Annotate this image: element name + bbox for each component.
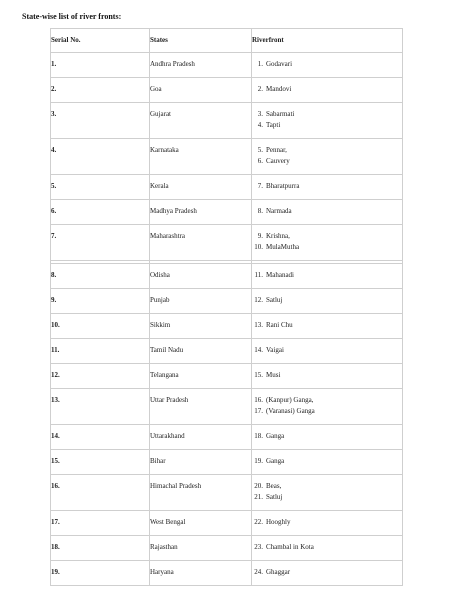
riverfront-name: Satluj (266, 492, 283, 501)
riverfront-number: 19. (254, 457, 263, 465)
riverfront-cell (252, 225, 403, 261)
table-row (51, 389, 403, 425)
riverfront-item (252, 120, 402, 131)
table-row (51, 314, 403, 339)
riverfront-number: 17. (254, 406, 263, 415)
state-cell: Maharashtra (150, 225, 252, 261)
riverfront-cell (252, 536, 403, 561)
riverfront-item (252, 109, 402, 120)
state-cell: Karnataka (150, 139, 252, 175)
riverfront-cell (252, 78, 403, 103)
column-header-states: States (150, 29, 252, 53)
riverfront-cell (252, 339, 403, 364)
riverfront-item (252, 242, 402, 253)
riverfront-item (252, 456, 402, 467)
state-cell: Andhra Pradesh (150, 53, 252, 78)
table-row (51, 139, 403, 175)
serial-cell: 16. (51, 475, 150, 511)
table-row (51, 450, 403, 475)
riverfront-item (252, 59, 402, 70)
table-row (51, 536, 403, 561)
riverfront-number: 11. (254, 271, 263, 279)
riverfront-number: 18. (254, 432, 263, 440)
riverfront-name: Satluj (266, 296, 283, 304)
table-body (51, 53, 403, 586)
table-row (51, 561, 403, 586)
state-cell: Punjab (150, 289, 252, 314)
riverfront-number: 16. (254, 396, 263, 404)
table-row (51, 339, 403, 364)
river-fronts-table (50, 28, 403, 586)
riverfront-number: 3. (257, 110, 263, 118)
state-cell: Bihar (150, 450, 252, 475)
riverfront-number: 8. (257, 207, 263, 215)
riverfront-number: 23. (254, 543, 263, 551)
table-row (51, 475, 403, 511)
riverfront-number: 21. (254, 492, 263, 501)
riverfront-name: Narmada (266, 207, 292, 215)
serial-cell: 8. (51, 264, 150, 289)
state-cell: Sikkim (150, 314, 252, 339)
riverfront-name: (Varanasi) Ganga (266, 406, 315, 415)
column-header-serial: Serial No. (51, 29, 150, 53)
riverfront-cell (252, 450, 403, 475)
serial-cell: 15. (51, 450, 150, 475)
riverfront-name: Ganga (266, 432, 285, 440)
serial-cell: 5. (51, 175, 150, 200)
serial-cell: 13. (51, 389, 150, 425)
riverfront-name: Cauvery (266, 156, 290, 165)
riverfront-cell (252, 364, 403, 389)
table-row (51, 78, 403, 103)
state-cell: Himachal Pradesh (150, 475, 252, 511)
riverfront-name: Hooghly (266, 518, 291, 526)
table-row (51, 200, 403, 225)
riverfront-name: Rani Chu (266, 321, 293, 329)
riverfront-item (252, 270, 402, 281)
riverfront-number: 6. (257, 156, 263, 165)
serial-cell: 12. (51, 364, 150, 389)
table-row (51, 175, 403, 200)
riverfront-cell (252, 511, 403, 536)
riverfront-item (252, 295, 402, 306)
serial-cell: 19. (51, 561, 150, 586)
riverfront-number: 7. (257, 182, 263, 190)
riverfront-name: Vaigai (266, 346, 284, 354)
serial-cell: 11. (51, 339, 150, 364)
riverfront-number: 20. (254, 482, 263, 490)
state-cell: Kerala (150, 175, 252, 200)
riverfront-number: 10. (254, 242, 263, 251)
state-cell: Haryana (150, 561, 252, 586)
serial-cell: 14. (51, 425, 150, 450)
riverfront-name: Musi (266, 371, 281, 379)
riverfront-number: 2. (257, 85, 263, 93)
riverfront-name: Tapti (266, 120, 281, 129)
state-cell: Madhya Pradesh (150, 200, 252, 225)
state-cell: Goa (150, 78, 252, 103)
riverfront-item (252, 492, 402, 503)
riverfront-cell (252, 561, 403, 586)
serial-cell: 10. (51, 314, 150, 339)
riverfront-name: MulaMutha (266, 242, 300, 251)
riverfront-name: Sabarmati (266, 110, 295, 118)
riverfront-name: Mahanadi (266, 271, 294, 279)
state-cell: West Bengal (150, 511, 252, 536)
riverfront-name: Mandovi (266, 85, 292, 93)
riverfront-name: Krishna, (266, 232, 290, 240)
riverfront-item (252, 395, 402, 406)
state-cell: Telangana (150, 364, 252, 389)
riverfront-item (252, 567, 402, 578)
riverfront-item (252, 431, 402, 442)
serial-cell: 4. (51, 139, 150, 175)
riverfront-item (252, 542, 402, 553)
state-cell: Tamil Nadu (150, 339, 252, 364)
riverfront-number: 9. (257, 232, 263, 240)
riverfront-item (252, 156, 402, 167)
riverfront-number: 22. (254, 518, 263, 526)
riverfront-item (252, 206, 402, 217)
table-row (51, 225, 403, 261)
riverfront-number: 1. (257, 60, 263, 68)
riverfront-name: Godavari (266, 60, 293, 68)
table-row (51, 511, 403, 536)
riverfront-cell (252, 175, 403, 200)
riverfront-name: Ganga (266, 457, 285, 465)
riverfront-item (252, 320, 402, 331)
riverfront-item (252, 406, 402, 417)
state-cell: Uttarakhand (150, 425, 252, 450)
riverfront-cell (252, 200, 403, 225)
serial-cell: 17. (51, 511, 150, 536)
riverfront-cell (252, 139, 403, 175)
state-cell: Odisha (150, 264, 252, 289)
riverfront-cell (252, 53, 403, 78)
riverfront-item (252, 345, 402, 356)
riverfront-cell (252, 103, 403, 139)
table-row (51, 264, 403, 289)
riverfront-item (252, 517, 402, 528)
riverfront-cell (252, 289, 403, 314)
riverfront-item (252, 145, 402, 156)
serial-cell: 7. (51, 225, 150, 261)
riverfront-number: 15. (254, 371, 263, 379)
riverfront-number: 24. (254, 568, 263, 576)
riverfront-cell (252, 314, 403, 339)
serial-cell: 3. (51, 103, 150, 139)
serial-cell: 1. (51, 53, 150, 78)
table-row (51, 425, 403, 450)
riverfront-cell (252, 425, 403, 450)
serial-cell: 2. (51, 78, 150, 103)
riverfront-number: 5. (257, 146, 263, 154)
riverfront-name: Ghaggar (266, 568, 291, 576)
riverfront-number: 13. (254, 321, 263, 329)
riverfront-cell (252, 389, 403, 425)
riverfront-item (252, 84, 402, 95)
riverfront-name: Beas, (266, 482, 282, 490)
table-row (51, 289, 403, 314)
riverfront-number: 14. (254, 346, 263, 354)
riverfront-number: 12. (254, 296, 263, 304)
serial-cell: 18. (51, 536, 150, 561)
riverfront-name: (Kanpur) Ganga, (266, 396, 314, 404)
serial-cell: 9. (51, 289, 150, 314)
table-header-row (51, 29, 403, 53)
riverfront-item (252, 370, 402, 381)
serial-cell: 6. (51, 200, 150, 225)
table-row (51, 53, 403, 78)
riverfront-cell (252, 475, 403, 511)
riverfront-item (252, 231, 402, 242)
column-header-riverfront: Riverfront (252, 29, 403, 53)
riverfront-number: 4. (257, 120, 263, 129)
table-row (51, 364, 403, 389)
riverfront-item (252, 181, 402, 192)
riverfront-item (252, 481, 402, 492)
riverfront-name: Pennar, (266, 146, 287, 154)
state-cell: Uttar Pradesh (150, 389, 252, 425)
state-cell: Gujarat (150, 103, 252, 139)
table-row (51, 103, 403, 139)
page-heading: State-wise list of river fronts: (22, 12, 122, 21)
state-cell: Rajasthan (150, 536, 252, 561)
riverfront-cell (252, 264, 403, 289)
riverfront-name: Bharatpurra (266, 182, 300, 190)
riverfront-name: Chambal in Kota (266, 543, 314, 551)
